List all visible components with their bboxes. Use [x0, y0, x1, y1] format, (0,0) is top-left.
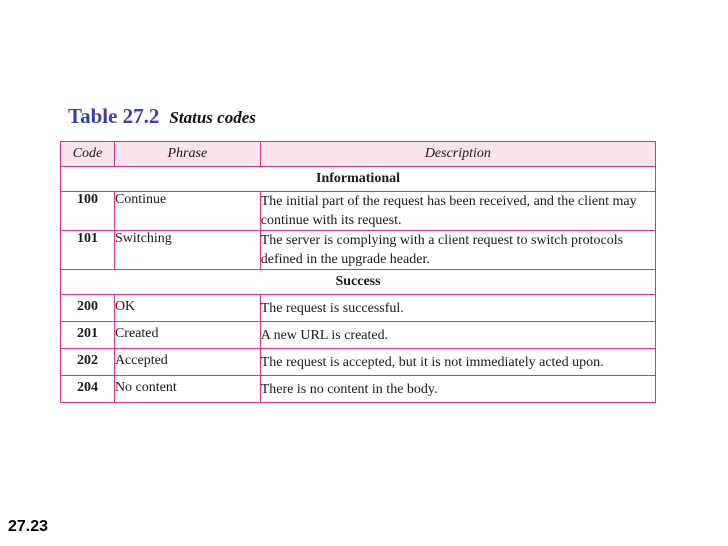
status-description: There is no content in the body. — [260, 376, 655, 403]
table-row — [61, 231, 656, 270]
status-code: 100 — [61, 192, 115, 231]
status-codes-table — [60, 141, 656, 403]
status-description: The initial part of the request has been received, and the client may continue with its request. — [260, 192, 655, 231]
status-code: 101 — [61, 231, 115, 270]
status-phrase: No content — [114, 376, 260, 403]
status-phrase: OK — [114, 295, 260, 322]
status-phrase: Continue — [114, 192, 260, 231]
header-code: Code — [61, 142, 115, 167]
table-row — [61, 295, 656, 322]
header-phrase: Phrase — [114, 142, 260, 167]
status-phrase: Accepted — [114, 349, 260, 376]
status-code: 202 — [61, 349, 115, 376]
status-code: 204 — [61, 376, 115, 403]
table-caption: Status codes — [169, 108, 256, 127]
table-title — [68, 104, 256, 129]
table-row — [61, 322, 656, 349]
table-row — [61, 192, 656, 231]
status-code: 200 — [61, 295, 115, 322]
table-number: Table 27.2 — [68, 104, 160, 128]
table-row — [61, 376, 656, 403]
status-code: 201 — [61, 322, 115, 349]
status-description: The request is successful. — [260, 295, 655, 322]
status-description: A new URL is created. — [260, 322, 655, 349]
header-description: Description — [260, 142, 655, 167]
section-row-success — [61, 270, 656, 295]
table-header-row — [61, 142, 656, 167]
section-label: Success — [61, 270, 656, 295]
status-phrase: Switching — [114, 231, 260, 270]
section-label: Informational — [61, 167, 656, 192]
section-row-informational — [61, 167, 656, 192]
status-phrase: Created — [114, 322, 260, 349]
status-description: The server is complying with a client request to switch protocols defined in the upgrade header. — [260, 231, 655, 270]
status-description: The request is accepted, but it is not immediately acted upon. — [260, 349, 655, 376]
slide-number: 27.23 — [8, 518, 49, 535]
table-row — [61, 349, 656, 376]
